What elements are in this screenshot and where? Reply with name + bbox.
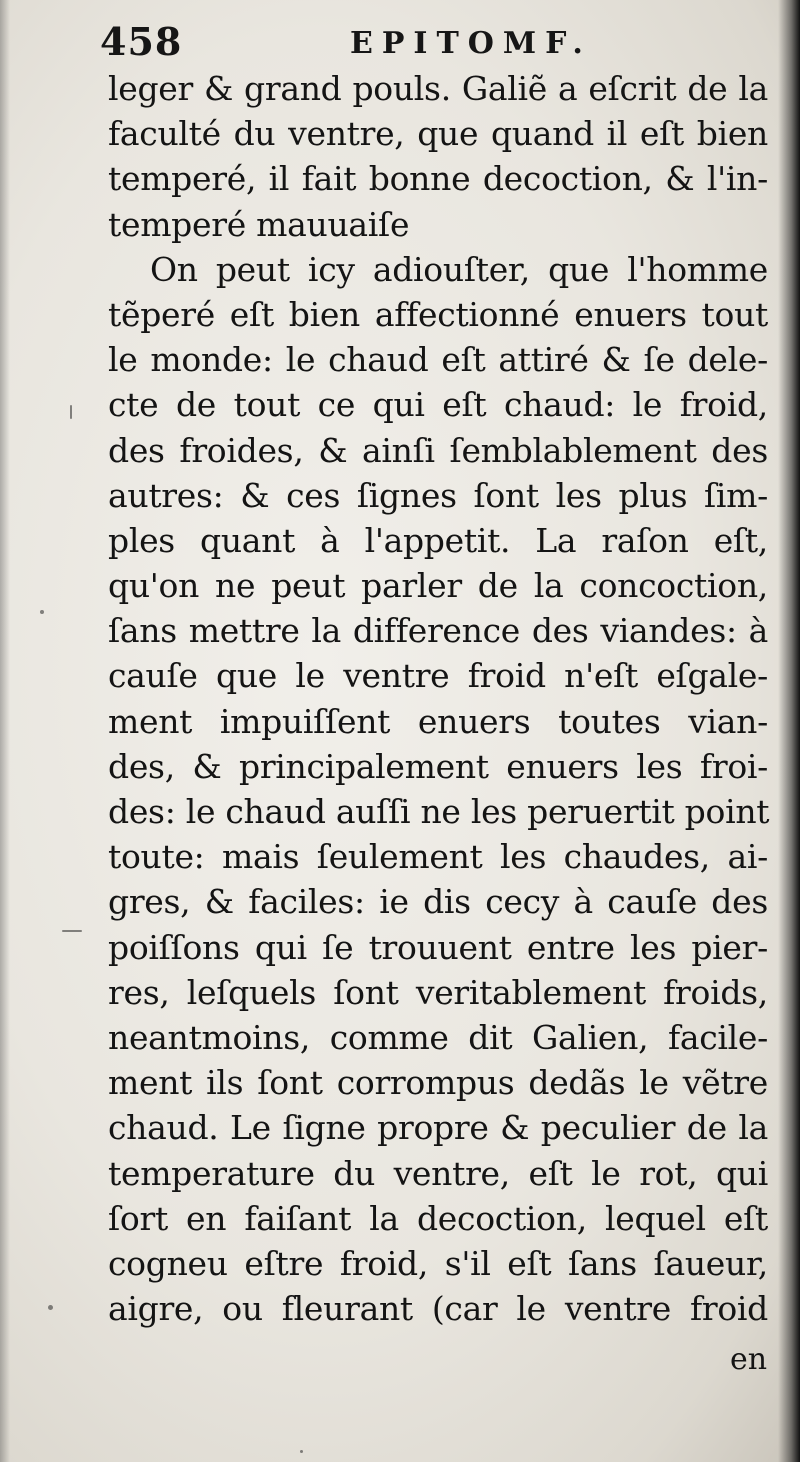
text-line: temperé, il fait bonne decoction, & l'in- bbox=[108, 159, 768, 199]
running-head: EPITOMF. bbox=[350, 26, 592, 61]
text-line: toute: mais ſeulement les chaudes, ai- bbox=[108, 837, 768, 877]
text-line: temperature du ventre, eſt le rot, qui bbox=[108, 1153, 768, 1193]
text-line: aigre, ou fleurant (car le ventre froid bbox=[108, 1289, 768, 1329]
text-line: qu'on ne peut parler de la concoction, bbox=[108, 566, 768, 606]
text-line: cogneu eſtre froid, s'il eſt ſans ſaueur, bbox=[108, 1243, 768, 1283]
text-line: autres: & ces ſignes ſont les plus ſim- bbox=[108, 475, 768, 515]
paper-speck bbox=[40, 610, 44, 614]
page-left-shadow bbox=[0, 0, 10, 1462]
text-line: ſans mettre la difference des viandes: à bbox=[108, 611, 768, 651]
page-number: 458 bbox=[100, 19, 183, 64]
text-line: des, & principalement enuers les froi- bbox=[108, 746, 768, 786]
page-header bbox=[100, 18, 760, 66]
text-line: temperé mauuaiſe bbox=[108, 204, 410, 244]
text-line: des froides, & ainſi ſemblablement des bbox=[108, 430, 768, 470]
text-line: chaud. Le ſigne propre & peculier de la bbox=[108, 1108, 768, 1148]
text-line: neantmoins, comme dit Galien, facile- bbox=[108, 1017, 768, 1057]
catchword: en bbox=[730, 1342, 768, 1377]
text-line: des: le chaud auſſi ne les peruertit point bbox=[108, 792, 770, 831]
text-line: tẽperé eſt bien affectionné enuers tout bbox=[108, 294, 768, 334]
paper-speck bbox=[62, 930, 82, 932]
text-line: On peut icy adiouſter, que l'homme bbox=[150, 249, 768, 289]
paper-speck bbox=[70, 405, 72, 419]
text-line: ples quant à l'appetit. La raſon eſt, bbox=[108, 520, 768, 560]
paper-speck bbox=[300, 1450, 303, 1453]
paper-speck bbox=[48, 1305, 53, 1310]
text-line: cte de tout ce qui eſt chaud: le froid, bbox=[108, 385, 768, 425]
text-line: poiſſons qui ſe trouuent entre les pier- bbox=[108, 927, 768, 967]
text-line: leger & grand pouls. Galiẽ a eſcrit de la bbox=[108, 69, 768, 108]
text-line: ſort en faiſant la decoction, lequel eſt bbox=[108, 1198, 768, 1238]
page-gutter-shadow bbox=[778, 0, 800, 1462]
text-line: faculté du ventre, que quand il eſt bien bbox=[108, 114, 768, 154]
text-line: ment ils ſont corrompus dedãs le vẽtre bbox=[108, 1063, 768, 1103]
text-line: le monde: le chaud eſt attiré & ſe dele- bbox=[108, 340, 768, 380]
text-line: cauſe que le ventre froid n'eſt eſgale- bbox=[108, 656, 768, 696]
body-text bbox=[108, 66, 768, 1331]
text-line: gres, & faciles: ie dis cecy à cauſe des bbox=[108, 882, 768, 922]
text-line: ment impuiſſent enuers toutes vian- bbox=[108, 701, 768, 741]
text-line: res, leſquels ſont veritablement froids, bbox=[108, 972, 768, 1012]
